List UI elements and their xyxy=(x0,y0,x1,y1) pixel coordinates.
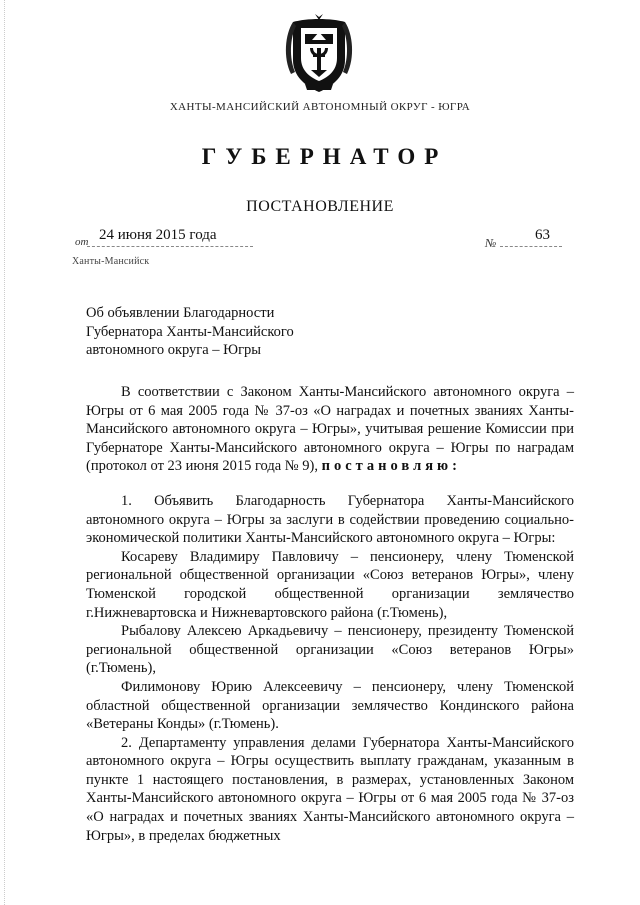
awardee-paragraph: Филимонову Юрию Алексеевичу – пенсионеру, члену Тюменской областной общественной организации землячество Кондинского района «Ветераны Конды» (г.Тюмень). xyxy=(86,678,574,733)
document-type-title: ПОСТАНОВЛЕНИЕ xyxy=(246,198,394,215)
awardee-paragraph: Рыбалову Алексею Аркадьевичу – пенсионеру, президенту Тюменской региональной общественной организации «Союз ветеранов Югры» (г.Тюмень), xyxy=(86,623,574,677)
date-prefix: от xyxy=(75,236,89,248)
authority-title: ГУБЕРНАТОР xyxy=(201,144,448,169)
document-subject xyxy=(86,304,416,360)
paragraph-gap xyxy=(86,476,574,492)
preamble-paragraph xyxy=(86,383,574,476)
document-number: 63 xyxy=(535,227,550,243)
item-2-paragraph: 2. Департаменту управления делами Губернатора Ханты-Мансийского автономного округа – Югры осуществить выплату гражданам, указанным в пункте 1 настоящего постановления, в размерах, установленных Законом Ханты-Мансийского автономного округа – Югры от 6 мая 2005 года № 37-оз «О наградах и почетных званиях Ханты-Мансийского автономного округа – Югры», в пределах бюджетных xyxy=(86,734,574,844)
date-underline xyxy=(87,246,253,247)
number-underline xyxy=(500,246,562,247)
number-label: № xyxy=(485,236,497,250)
coat-of-arms-icon xyxy=(279,14,359,98)
awardee-paragraph: Косареву Владимиру Павловичу – пенсионеру, члену Тюменской региональной общественной организации «Союз ветеранов Югры», члену Тюменской городской общественной организации землячество г.Нижневартовска и Нижневартовского района (г.Тюмень), xyxy=(86,548,574,621)
subject-line: автономного округа – Югры xyxy=(86,342,262,358)
preamble-text: В соответствии с Законом Ханты-Мансийского автономного округа – Югры от 6 мая 2005 года № 37-оз «О наградах и почетных званиях Ханты-Мансийского автономного округа – Югры», учитывая решение Комиссии при Губернаторе Ханты-Мансийского автономного округа – Югры по наградам (протокол от 23 июня 2015 года № 9), xyxy=(86,384,574,475)
region-name: ХАНТЫ-МАНСИЙСКИЙ АВТОНОМНЫЙ ОКРУГ - ЮГРА xyxy=(169,101,471,113)
city-name: Ханты-Мансийск xyxy=(72,256,150,267)
item-1-paragraph: 1. Объявить Благодарность Губернатора Ханты-Мансийского автономного округа – Югры за заслуги в содействии проведению социально-экономической политики Ханты-Мансийского автономного округа – Югры: xyxy=(86,492,574,547)
scan-edge xyxy=(4,0,5,905)
coat-of-arms-emblem xyxy=(279,14,359,98)
decree-word: постановляю: xyxy=(321,458,461,475)
subject-line: Губернатора Ханты-Мансийского xyxy=(86,323,294,340)
document-body xyxy=(86,383,574,845)
subject-line: Об объявлении Благодарности xyxy=(86,305,275,321)
document-date: 24 июня 2015 года xyxy=(99,227,217,243)
